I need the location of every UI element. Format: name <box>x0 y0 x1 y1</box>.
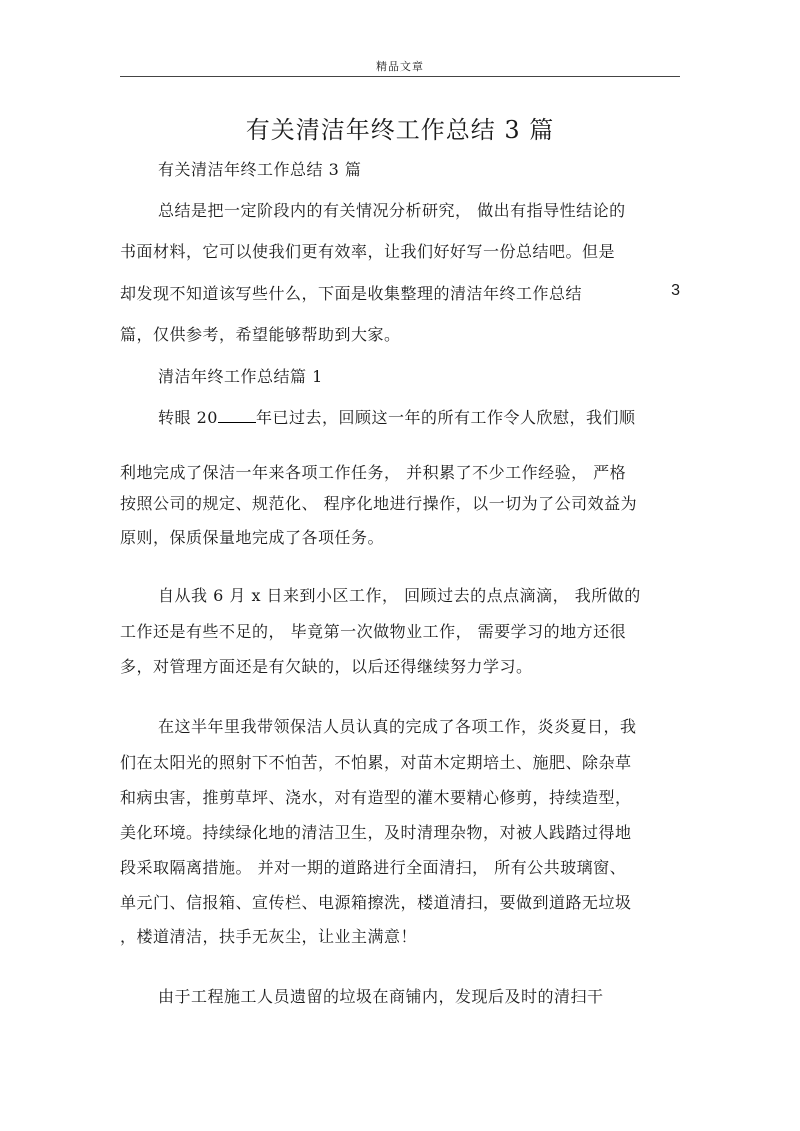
paragraph-line: 总结是把一定阶段内的有关情况分析研究， 做出有指导性结论的 <box>158 201 626 220</box>
paragraph-line: 原则，保质保量地完成了各项任务。 <box>120 528 385 547</box>
paragraph-line: 美化环境。持续绿化地的清洁卫生，及时清理杂物，对被人践踏过得地 <box>120 823 632 842</box>
paragraph-line: 在这半年里我带领保洁人员认真的完成了各项工作，炎炎夏日，我 <box>158 717 637 736</box>
paragraph-line: 由于工程施工人员遗留的垃圾在商铺内，发现后及时的清扫干 <box>158 987 604 1006</box>
paragraph-line: 多，对管理方面还是有欠缺的，以后还得继续努力学习。 <box>120 657 533 676</box>
document-title: 有关清洁年终工作总结 3 篇 <box>245 116 555 144</box>
paragraph-line: 按照公司的规定、规范化、 程序化地进行操作，以一切为了公司效益为 <box>120 494 638 513</box>
section-heading: 清洁年终工作总结篇 1 <box>158 367 323 386</box>
paragraph-line: 书面材料，它可以使我们更有效率，让我们好好写一份总结吧。但是 <box>120 242 616 261</box>
paragraph-line: 们在太阳光的照射下不怕苦，不怕累，对苗木定期培土、施肥、除杂草 <box>120 753 632 772</box>
paragraph-line: 单元门、信报箱、宣传栏、电源箱擦洗，楼道清扫，要做到道路无垃圾 <box>120 893 632 912</box>
paragraph-line: 自从我 6 月 x 日来到小区工作， 回顾过去的点点滴滴， 我所做的 <box>158 586 641 605</box>
header-divider <box>120 76 680 77</box>
paragraph-line: ，楼道清洁，扶手无灰尘，让业主满意！ <box>120 927 418 946</box>
page-header-label: 精品文章 <box>376 60 424 73</box>
paragraph-line: 工作还是有些不足的， 毕竟第一次做物业工作， 需要学习的地方还很 <box>120 622 627 641</box>
paragraph-line: 利地完成了保洁一年来各项工作任务， 并积累了不少工作经验， 严格 <box>120 463 627 482</box>
paragraph-line: 却发现不知道该写些什么，下面是收集整理的清洁年终工作总结 <box>120 284 583 303</box>
paragraph-line: 篇，仅供参考，希望能够帮助到大家。 <box>120 325 401 344</box>
paragraph-line <box>158 405 680 428</box>
paragraph-text: 转眼 20 <box>158 408 218 427</box>
paragraph-text: 年已过去，回顾这一年的所有工作令人欣慰，我们顺 <box>255 408 636 427</box>
subtitle-line: 有关清洁年终工作总结 3 篇 <box>158 160 362 179</box>
paragraph-line: 和病虫害，推剪草坪、浇水，对有造型的灌木要精心修剪，持续造型， <box>120 788 632 807</box>
paragraph-line: 段采取隔离措施。 并对一期的道路进行全面清扫， 所有公共玻璃窗、 <box>120 858 627 877</box>
fill-in-blank <box>218 408 256 423</box>
paragraph-line-number: 3 <box>671 282 680 299</box>
